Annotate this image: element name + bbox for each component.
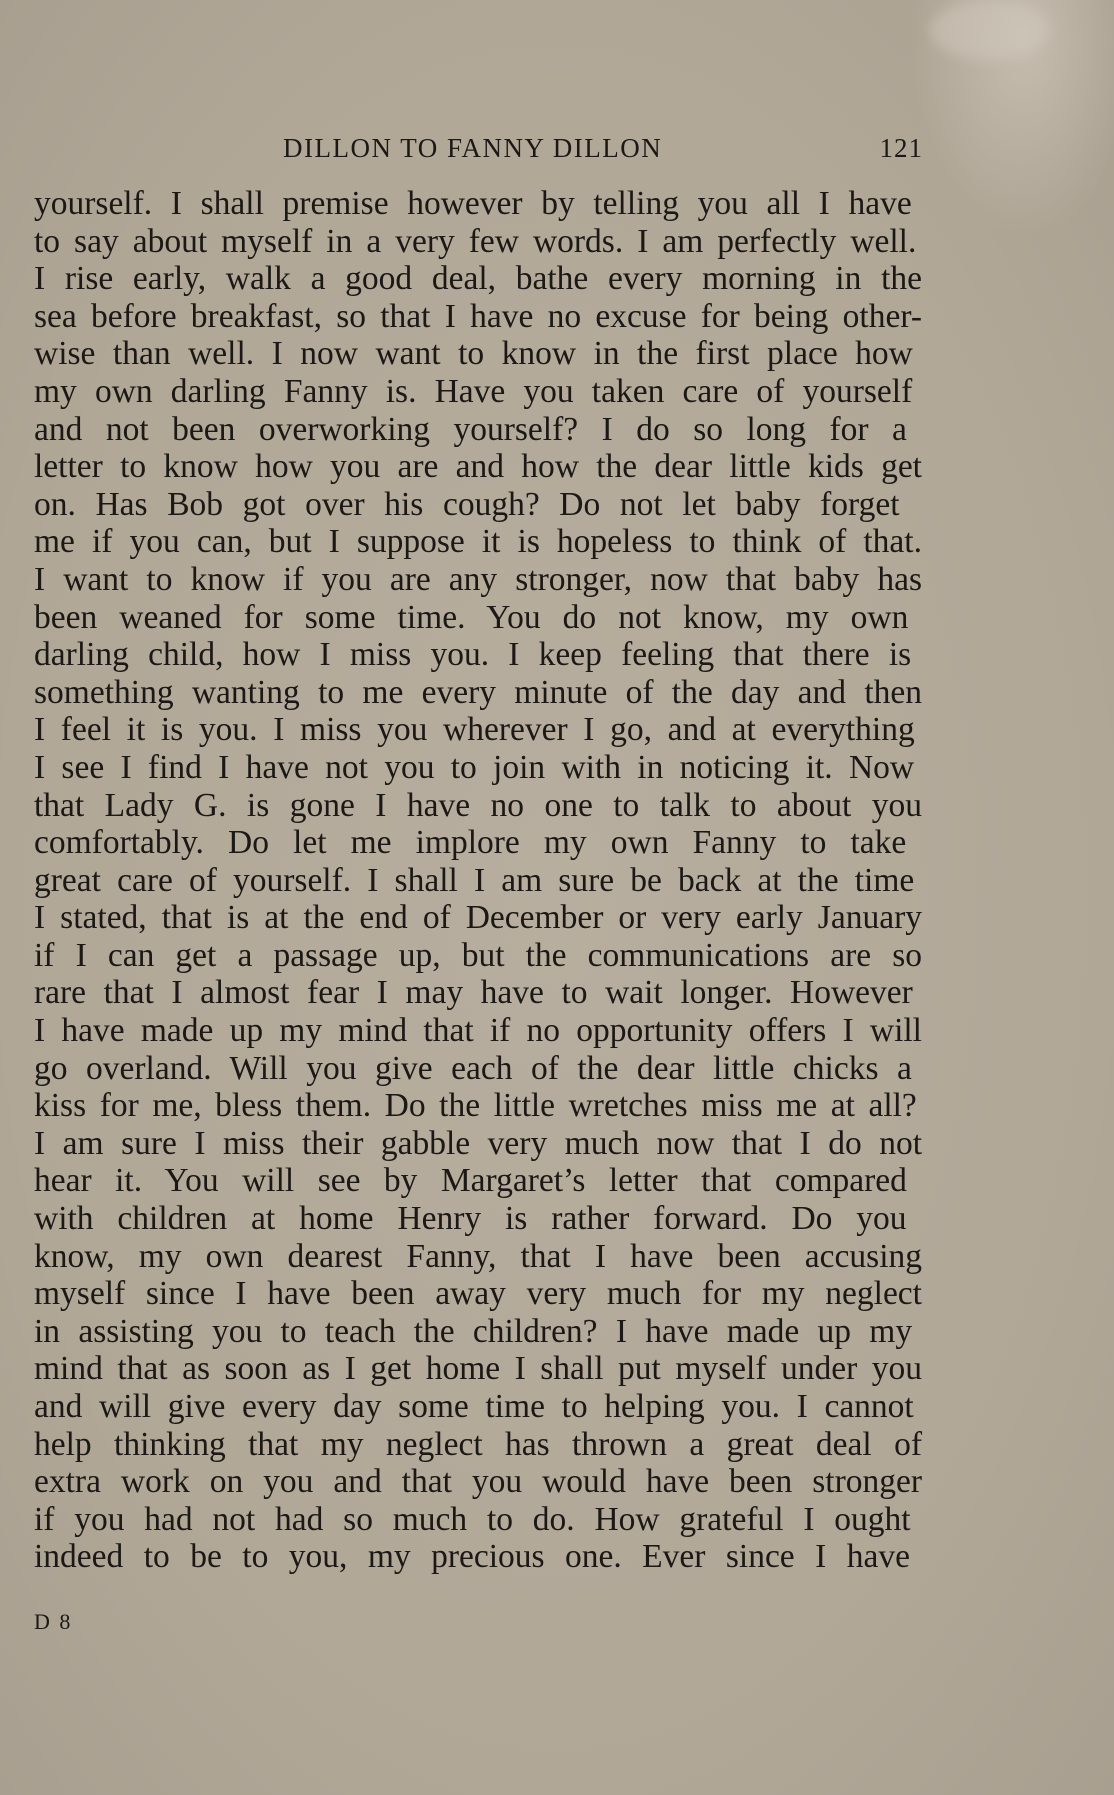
text-line: I feel it is you. I miss you wherever I go, and at everything [34,711,915,749]
text-line: letter to know how you are and how the dear little kids get [34,448,922,486]
text-line: I see I find I have not you to join with in noticing it. Now [34,748,915,786]
text-line: comfortably. Do let me implore my own Fanny to take [34,824,907,862]
text-line: go overland. Will you give each of the dear little chicks a [34,1049,912,1087]
text-line: indeed to be to you, my precious one. Ever since I have [34,1538,910,1576]
text-line: that Lady G. is gone I have no one to talk to about you [34,786,922,824]
text-line: I have made up my mind that if no opportunity offers I will [34,1012,922,1050]
text-line: extra work on you and that you would have been stronger [34,1463,922,1501]
text-line: sea before breakfast, so that I have no excuse for being other- [34,297,922,335]
text-line: yourself. I shall premise however by telling you all I have [34,185,912,222]
text-line: and not been overworking yourself? I do so long for a [34,410,907,448]
text-line: and will give every day some time to helping you. I cannot [34,1388,914,1425]
signature-mark: D 8 [34,1609,73,1634]
text-line: if I can get a passage up, but the communications are so [34,936,922,974]
page-number: 121 [879,133,923,163]
text-line: in assisting you to teach the children? I have made up my [34,1312,913,1350]
text-line: been weaned for some time. You do not know, my own [34,598,909,636]
text-line: I rise early, walk a good deal, bathe every morning in the [34,260,922,298]
text-line: wise than well. I now want to know in the first place how [34,335,913,373]
running-head [36,133,923,167]
text-line: on. Has Bob got over his cough? Do not let baby forget [34,485,900,523]
text-line: my own darling Fanny is. Have you taken care of yourself [34,372,913,410]
text-line: I stated, that is at the end of December or very early January [34,899,922,937]
text-line: I want to know if you are any stronger, now that baby has [34,560,922,598]
text-line: I am sure I miss their gabble very much now that I do not [34,1124,922,1162]
text-line: help thinking that my neglect has thrown a great deal of [34,1425,922,1463]
body-text [34,185,922,1576]
text-line: rare that I almost fear I may have to wait longer. However [34,974,913,1012]
running-title: DILLON TO FANNY DILLON [283,133,663,163]
text-line: hear it. You will see by Margaret’s letter that compared [34,1162,907,1200]
text-line: mind that as soon as I get home I shall put myself under you [34,1350,922,1388]
text-line: kiss for me, bless them. Do the little wretches miss me at all? [34,1087,917,1125]
paper-stain [930,0,1050,60]
text-line: something wanting to me every minute of the day and then [34,673,922,711]
text-line: darling child, how I miss you. I keep feeling that there is [34,636,912,674]
text-line: great care of yourself. I shall I am sure be back at the time [34,861,915,899]
text-line: me if you can, but I suppose it is hopeless to think of that. [34,523,922,561]
text-line: to say about myself in a very few words. I am perfectly well. [34,222,917,260]
text-line: know, my own dearest Fanny, that I have been accusing [34,1237,922,1275]
text-line: if you had not had so much to do. How grateful I ought [34,1500,911,1538]
text-line: myself since I have been away very much for my neglect [34,1275,922,1313]
text-line: with children at home Henry is rather forward. Do you [34,1200,907,1238]
